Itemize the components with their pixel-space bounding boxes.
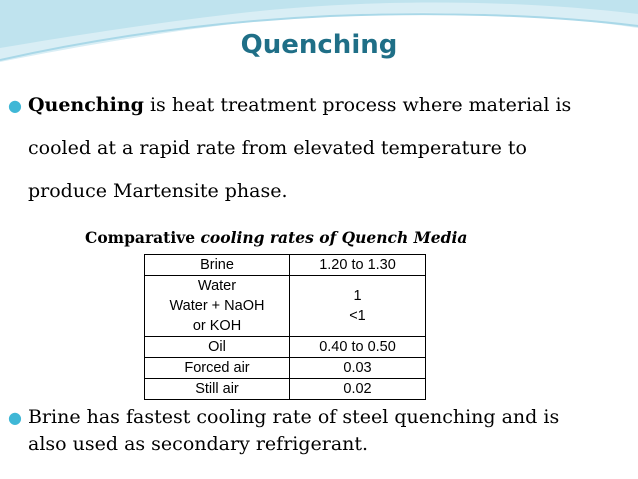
rate-line: 1 — [353, 288, 362, 304]
rate-cell — [290, 276, 426, 337]
medium-cell: Oil — [145, 337, 290, 358]
bullet2-line1: Brine has fastest cooling rate of steel quenching and is — [27, 406, 560, 428]
bullet-brine — [8, 404, 628, 457]
rate-cell: 0.40 to 0.50 — [290, 337, 426, 358]
medium-cell: Forced air — [145, 358, 290, 379]
table-row — [145, 276, 426, 337]
bullet-dot-icon: ● — [8, 96, 22, 115]
slide-title: Quenching — [240, 30, 398, 60]
table-row — [145, 337, 426, 358]
medium-line: Water — [197, 278, 237, 294]
quench-media-table — [144, 254, 426, 400]
rate-cell: 0.03 — [290, 358, 426, 379]
medium-cell: Brine — [145, 255, 290, 276]
caption-plain: Comparative — [85, 228, 201, 247]
rate-line: <1 — [349, 308, 366, 324]
medium-cell — [145, 276, 290, 337]
bullet-definition — [8, 84, 628, 213]
medium-line: or KOH — [192, 318, 242, 334]
caption-italic: cooling rates of Quench Media — [200, 228, 468, 247]
rate-cell: 0.02 — [290, 379, 426, 400]
medium-cell: Still air — [145, 379, 290, 400]
rate-cell: 1.20 to 1.30 — [290, 255, 426, 276]
table-caption — [85, 228, 467, 247]
medium-line: Water + NaOH — [169, 298, 265, 314]
bullet-dot-icon: ● — [8, 408, 22, 427]
bullet1-line2: cooled at a rapid rate from elevated temperature to — [28, 137, 527, 159]
bullet2-line2: also used as secondary refrigerant. — [28, 433, 369, 455]
table-row — [145, 255, 426, 276]
table-row — [145, 379, 426, 400]
bullet1-line3: produce Martensite phase. — [28, 180, 288, 202]
table-row — [145, 358, 426, 379]
bold-term: Quenching — [27, 94, 144, 116]
bullet1-line1: is heat treatment process where material is — [143, 94, 572, 116]
